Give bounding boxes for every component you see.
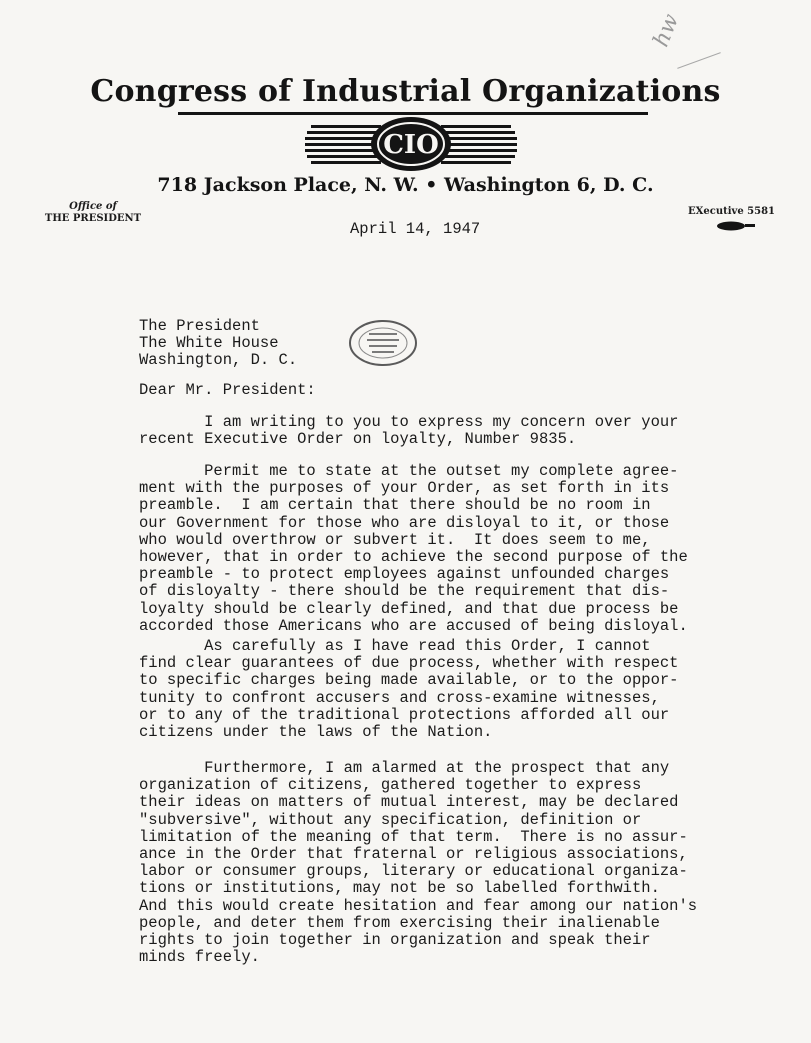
office-label bbox=[38, 201, 148, 225]
union-label-mark bbox=[715, 221, 757, 231]
recipient-line: The President bbox=[139, 317, 260, 335]
letter-date: April 14, 1947 bbox=[350, 220, 481, 238]
handwritten-underline bbox=[677, 52, 721, 69]
handwritten-notation: hw bbox=[648, 10, 685, 51]
text-line: organization of citizens, gathered together to express bbox=[139, 776, 642, 795]
text-line: Permit me to state at the outset my complete agree- bbox=[139, 462, 679, 480]
text-line: ance in the Order that fraternal or religious associations, bbox=[139, 845, 688, 864]
text-line: or to any of the traditional protections afforded all our bbox=[139, 705, 670, 724]
paragraph-2 bbox=[139, 463, 779, 635]
text-line: preamble. I am certain that there should be no room in bbox=[139, 496, 651, 515]
text-line: to specific charges being made available, or to the oppor- bbox=[139, 671, 679, 690]
text-line: ment with the purposes of your Order, as set forth in its bbox=[139, 479, 670, 498]
paragraph-1 bbox=[139, 414, 779, 448]
text-line: rights to join together in organization and speak their bbox=[139, 931, 651, 950]
text-line: limitation of the meaning of that term. There is no assur- bbox=[139, 827, 688, 846]
text-line: I am writing to you to express my concern over your bbox=[139, 413, 679, 431]
text-line: Furthermore, I am alarmed at the prospect that any bbox=[139, 759, 670, 777]
text-line: preamble - to protect employees against unfounded charges bbox=[139, 565, 670, 584]
text-line: loyalty should be clearly defined, and that due process be bbox=[139, 599, 679, 618]
office-label-line2: THE PRESIDENT bbox=[44, 213, 142, 224]
text-line: people, and deter them from exercising their inalienable bbox=[139, 913, 660, 932]
logo-text: CIO bbox=[383, 130, 439, 160]
text-line: however, that in order to achieve the second purpose of the bbox=[139, 548, 688, 567]
salutation: Dear Mr. President: bbox=[139, 381, 316, 399]
paragraph-4 bbox=[139, 760, 779, 966]
paragraph-3 bbox=[139, 638, 779, 741]
text-line: our Government for those who are disloyal to it, or those bbox=[139, 513, 670, 532]
text-line: accorded those Americans who are accused of being disloyal. bbox=[139, 616, 688, 635]
organization-name: Congress of Industrial Organizations bbox=[90, 74, 721, 109]
text-line: "subversive", without any specification, definition or bbox=[139, 810, 642, 829]
recipient-address bbox=[139, 318, 297, 369]
text-line: minds freely. bbox=[139, 948, 260, 967]
text-line: As carefully as I have read this Order, I cannot bbox=[139, 637, 651, 655]
text-line: of disloyalty - there should be the requirement that dis- bbox=[139, 582, 670, 601]
phone-number: EXecutive 5581 bbox=[687, 206, 775, 217]
recipient-line: Washington, D. C. bbox=[139, 351, 298, 369]
text-line: find clear guarantees of due process, whether with respect bbox=[139, 654, 679, 673]
text-line: tions or institutions, may not be so labelled forthwith. bbox=[139, 879, 660, 898]
text-line: labor or consumer groups, literary or educational organiza- bbox=[139, 862, 688, 881]
recipient-line: The White House bbox=[139, 334, 279, 352]
text-line: And this would create hesitation and fear among our nation's bbox=[139, 896, 698, 915]
text-line: tunity to confront accusers and cross-examine witnesses, bbox=[139, 688, 660, 707]
letterhead-address: 718 Jackson Place, N. W. • Washington 6, D. C. bbox=[157, 174, 654, 196]
text-line: citizens under the laws of the Nation. bbox=[139, 723, 493, 742]
text-line: who would overthrow or subvert it. It does seem to me, bbox=[139, 530, 651, 549]
received-stamp bbox=[347, 318, 419, 368]
text-line: recent Executive Order on loyalty, Number 9835. bbox=[139, 430, 577, 449]
office-label-line1: Office of bbox=[69, 201, 117, 212]
text-line: their ideas on matters of mutual interest, may be declared bbox=[139, 793, 679, 812]
cio-logo bbox=[305, 115, 517, 173]
